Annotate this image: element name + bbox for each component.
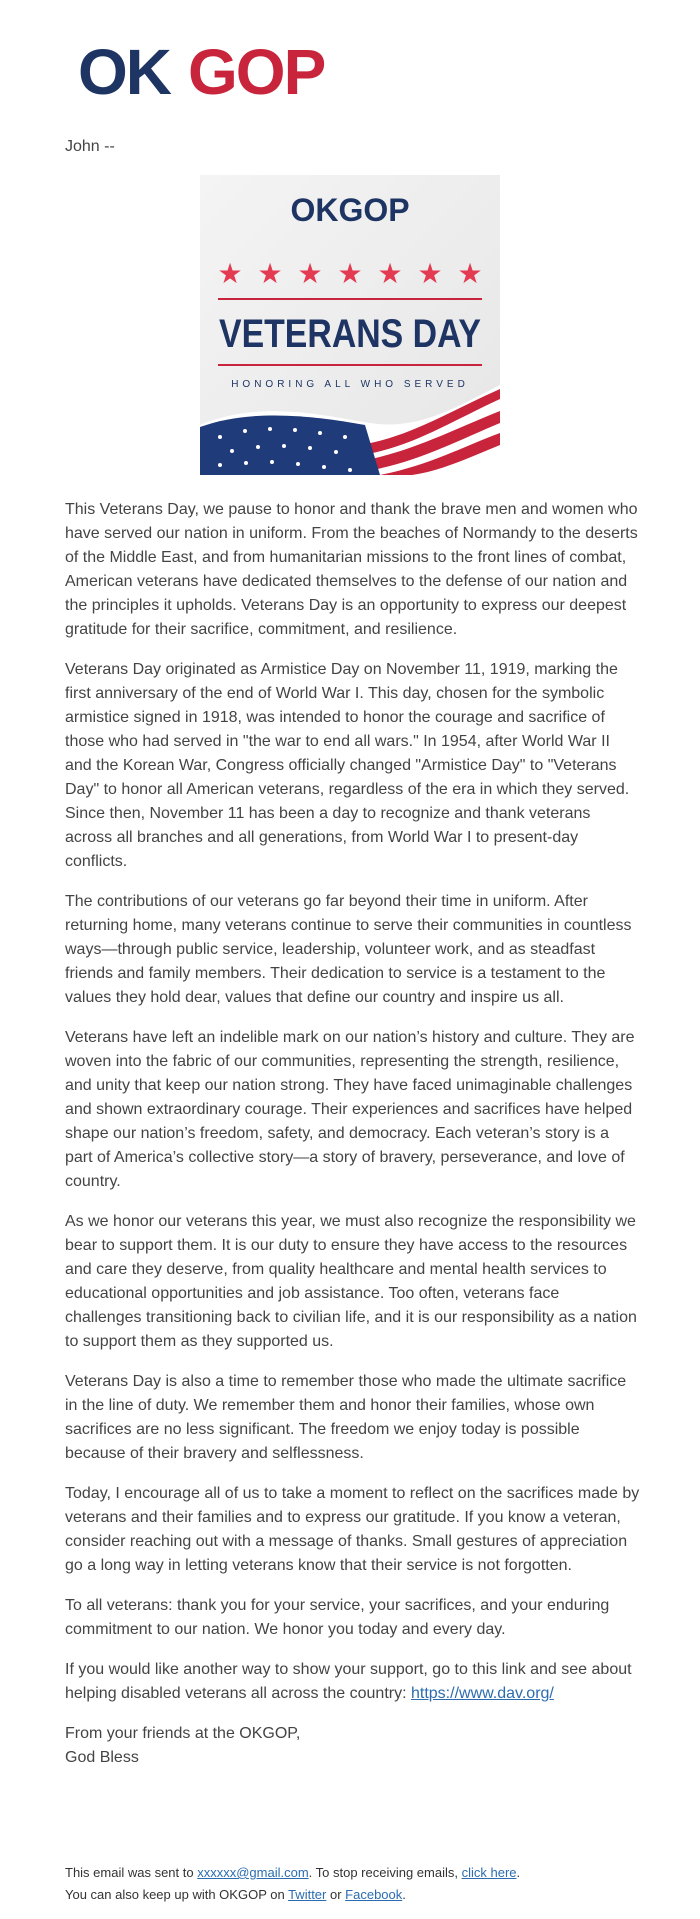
paragraph: Veterans Day originated as Armistice Day on November 11, 1919, marking the first anniversary of the end of World War I. This day, chosen for the symbolic armistice signed in 1918, was intended to honor the courage and sacrifice of those who had served in "the war to end all wars." In 1954, after World War II and the Korean War, Congress officially changed "Armistice Day" to "Veterans Day" to honor all American veterans, regardless of the era in which they served. Since then, November 11 has been a day to recognize and thank veterans across all branches and all generations, from World War I to present-day conflicts. — [65, 661, 630, 870]
hero-star: ★ — [337, 257, 363, 290]
paragraph: Veterans Day is also a time to remember those who made the ultimate sacrifice in the line of duty. We remember them and honor their families, whose own sacrifices are no less significant. The freedom we enjoy today is possible because of their bravery and selflessness. — [65, 1373, 627, 1462]
support-text: If you would like another way to show your support, go to this link and see about helping disabled veterans all across the country: — [65, 1661, 632, 1702]
paragraph: This Veterans Day, we pause to honor and thank the brave men and women who have served our nation in uniform. From the beaches of Normandy to the deserts of the Middle East, and from humanitarian missions to the front lines of combat, American veterans have dedicated themselves to the defense of our nation and the principles it upholds. Veterans Day is an opportunity to express our deepest gratitude for their sacrifice, commitment, and resilience. — [65, 501, 638, 638]
paragraph: To all veterans: thank you for your service, your sacrifices, and your enduring commitment to our nation. We honor you today and every day. — [65, 1597, 610, 1638]
hero-logo-text: OKGOP — [290, 192, 410, 228]
paragraph: As we honor our veterans this year, we must also recognize the responsibility we bear to support them. It is our duty to ensure they have access to the resources and care they deserve, from quality healthcare and mental health services to educational opportunities and job assistance. Too often, veterans face challenges transitioning back to civilian life, and it is our responsibility as a nation to support them as they supported us. — [65, 1213, 637, 1350]
veterans-day-image — [200, 175, 500, 475]
greeting: John -- — [65, 138, 115, 155]
footer-stop-text: . To stop receiving emails, — [308, 1865, 462, 1880]
footer-or-text: or — [326, 1887, 346, 1902]
oklahoma-state-icon — [328, 66, 360, 88]
paragraph: Veterans have left an indelible mark on our nation’s history and culture. They are woven into the fabric of our communities, representing the strength, resilience, and unity that keep our nation strong. They have faced unimaginable challenges and shown extraordinary courage. Their experiences and sacrifices have helped shape our nation’s freedom, safety, and democracy. Each veteran’s story is a part of America’s collective story—a story of bravery, perseverance, and love of country. — [65, 1029, 635, 1190]
twitter-link[interactable]: Twitter — [288, 1887, 327, 1902]
signoff-line-1: From your friends at the OKGOP, — [65, 1725, 301, 1742]
hero-subtitle: HONORING ALL WHO SERVED — [231, 379, 469, 390]
footer-sent-text: This email was sent to — [65, 1865, 198, 1880]
footer-line-2 — [65, 1884, 665, 1906]
paragraph: The contributions of our veterans go far beyond their time in uniform. After returning home, many veterans continue to serve their communities in countless ways—through public service, leadership, volunteer work, and as steadfast friends and family members. Their dedication to service is a testament to the values they hold dear, values that define our country and inspire us all. — [65, 893, 632, 1006]
email-footer — [65, 1862, 665, 1906]
logo-text-gop: GOP — [188, 36, 325, 106]
footer-end: . — [402, 1887, 406, 1902]
recipient-email-link[interactable]: xxxxxx@gmail.com — [197, 1865, 309, 1880]
facebook-link[interactable]: Facebook — [345, 1887, 403, 1902]
hero-star: ★ — [417, 257, 443, 290]
hero-title: VETERANS DAY — [219, 312, 482, 356]
dav-link[interactable]: https://www.dav.org/ — [410, 1685, 554, 1702]
hero-star: ★ — [257, 257, 283, 290]
hero-star: ★ — [297, 257, 323, 290]
paragraph: Today, I encourage all of us to take a moment to reflect on the sacrifices made by veterans and their families and to express our gratitude. If you know a veteran, consider reaching out with a message of thanks. Small gestures of appreciation go a long way in letting veterans know that their service is not forgotten. — [65, 1485, 640, 1574]
unsubscribe-link[interactable]: click here — [461, 1865, 517, 1880]
footer-line-1 — [65, 1862, 665, 1884]
hero-star: ★ — [377, 257, 403, 290]
logo-text-ok: OK — [78, 36, 170, 106]
support-paragraph — [65, 1658, 640, 1706]
signoff-line-2: God Bless — [65, 1749, 139, 1766]
footer-period: . — [516, 1865, 521, 1880]
footer-keep-up-text: You can also keep up with OKGOP on — [65, 1887, 289, 1902]
hero-star: ★ — [217, 257, 243, 290]
hero-star: ★ — [457, 257, 483, 290]
email-body — [65, 498, 640, 1770]
okgop-logo — [76, 36, 366, 106]
